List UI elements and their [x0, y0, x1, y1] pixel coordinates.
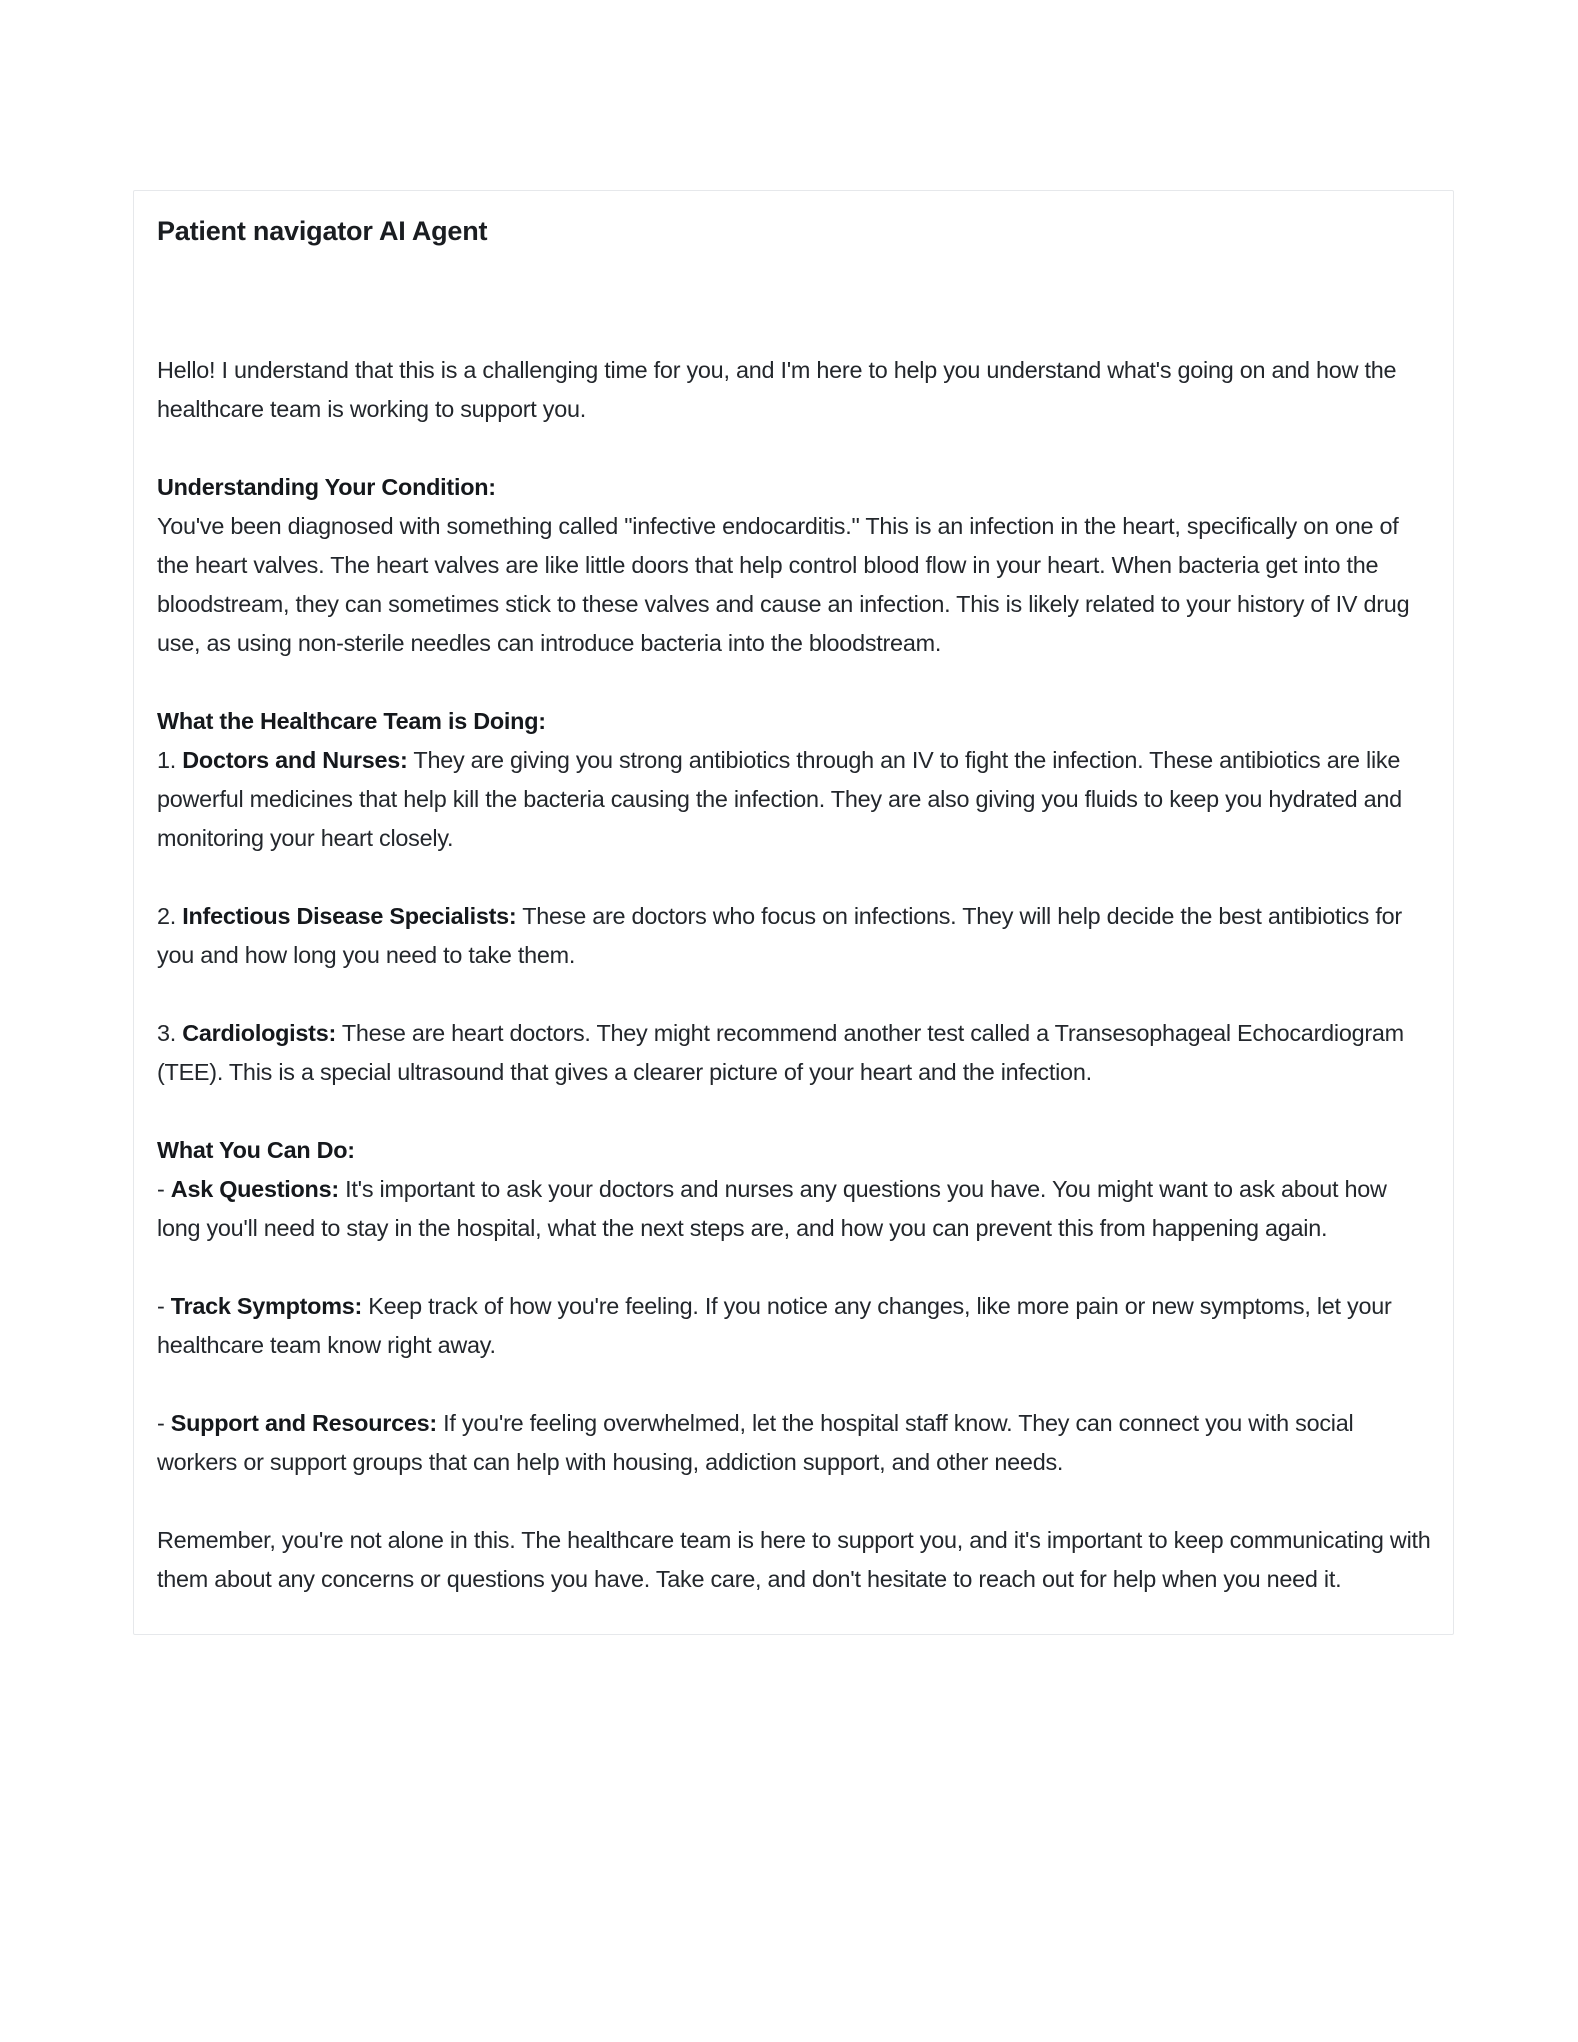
team-item-number: 2. — [157, 903, 183, 929]
team-item-number: 3. — [157, 1020, 183, 1046]
closing-paragraph: Remember, you're not alone in this. The healthcare team is here to support you, and it's important to keep communicating with them about any concerns or questions you have. Take care, and don't hesitate to reach out for help when you need it. — [157, 1527, 1431, 1592]
team-heading-line — [157, 702, 1431, 741]
action-item-support-resources — [157, 1404, 1431, 1482]
action-item-text: If you're feeling overwhelmed, let the hospital staff know. They can connect you with social workers or support groups that can help with housing, addiction support, and other needs. — [157, 1410, 1354, 1475]
condition-section — [157, 468, 1431, 663]
action-item-dash: - — [157, 1176, 171, 1202]
actions-heading-line — [157, 1131, 1431, 1170]
action-item-dash: - — [157, 1410, 171, 1436]
action-item-track-symptoms — [157, 1287, 1431, 1365]
team-item-number: 1. — [157, 747, 183, 773]
action-item-ask-questions — [157, 1170, 1431, 1248]
team-heading: What the Healthcare Team is Doing: — [157, 708, 546, 734]
team-item-text: These are heart doctors. They might recommend another test called a Transesophageal Echocardiogram (TEE). This is a special ultrasound that gives a clearer picture of your heart and the infection. — [157, 1020, 1404, 1085]
team-item-label: Infectious Disease Specialists: — [182, 903, 517, 929]
action-item-label: Ask Questions: — [170, 1176, 339, 1202]
team-item-text: These are doctors who focus on infections. They will help decide the best antibiotics for you and how long you need to take them. — [157, 903, 1402, 968]
action-item-text: It's important to ask your doctors and nurses any questions you have. You might want to ask about how long you'll need to stay in the hospital, what the next steps are, and how you can prevent this from happening again. — [157, 1176, 1387, 1241]
action-item-dash: - — [157, 1293, 171, 1319]
team-item-doctors-nurses — [157, 741, 1431, 858]
card-title: Patient navigator AI Agent — [157, 216, 488, 246]
intro-paragraph: Hello! I understand that this is a challenging time for you, and I'm here to help you understand what's going on and how the healthcare team is working to support you. — [157, 357, 1397, 422]
team-item-cardiologists — [157, 1014, 1431, 1092]
action-item-label: Support and Resources: — [170, 1410, 437, 1436]
team-item-label: Cardiologists: — [182, 1020, 337, 1046]
agent-message — [157, 351, 1431, 1599]
actions-heading: What You Can Do: — [157, 1137, 355, 1163]
team-item-label: Doctors and Nurses: — [182, 747, 408, 773]
condition-heading: Understanding Your Condition: — [157, 474, 496, 500]
team-item-infectious-disease — [157, 897, 1431, 975]
team-item-text: They are giving you strong antibiotics through an IV to fight the infection. These antibiotics are like powerful medicines that help kill the bacteria causing the infection. They are also giving you fluids to keep you hydrated and monitoring your heart closely. — [157, 747, 1402, 851]
agent-response-card — [133, 190, 1454, 1635]
action-item-text: Keep track of how you're feeling. If you notice any changes, like more pain or new symptoms, let your healthcare team know right away. — [157, 1293, 1392, 1358]
action-item-label: Track Symptoms: — [170, 1293, 363, 1319]
condition-body: You've been diagnosed with something called "infective endocarditis." This is an infection in the heart, specifically on one of the heart valves. The heart valves are like little doors that help control blood flow in your heart. When bacteria get into the bloodstream, they can sometimes stick to these valves and cause an infection. This is likely related to your history of IV drug use, as using non-sterile needles can introduce bacteria into the bloodstream. — [157, 513, 1410, 656]
